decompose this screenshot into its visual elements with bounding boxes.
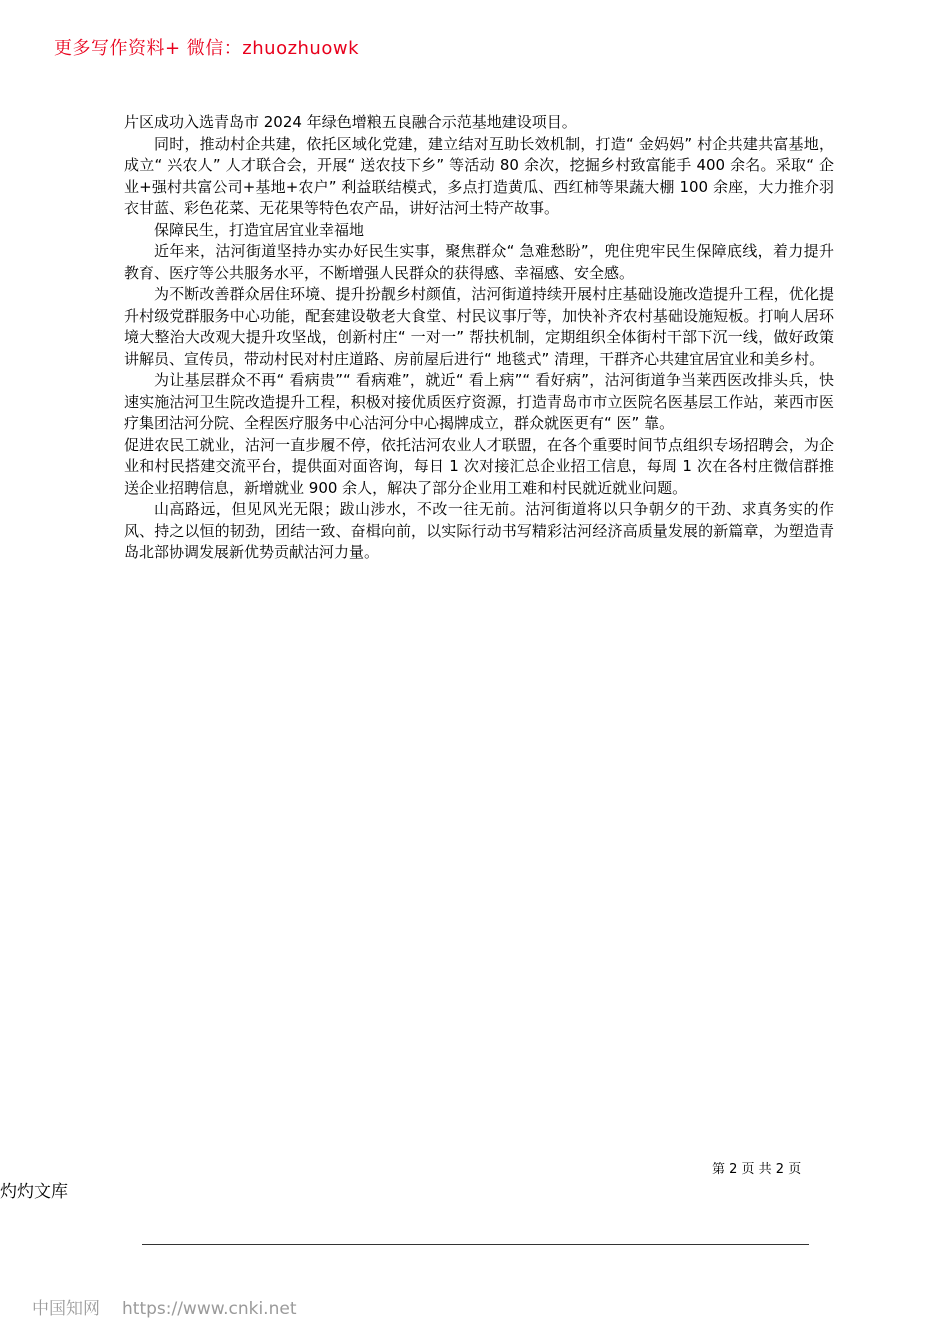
page-number: 第 2 页 共 2 页	[712, 1162, 802, 1177]
library-name: 灼灼文库	[0, 1182, 68, 1202]
section-heading: 保障民生，打造宜居宜业幸福地	[154, 220, 365, 239]
paragraph: 促进农民工就业，沽河一直步履不停，依托沽河农业人才联盟，在各个重要时间节点组织专场招聘会，为企业和村民搭建交流平台，提供面对面咨询，每日 1 次对接汇总企业招工信息，每周 1 次在各村庄微信群推送企业招聘信息，新增就业 900 余人，解决了部分企业用工难和村民就近就业问题。	[124, 435, 834, 497]
paragraph-continuation: 片区成功入选青岛市 2024 年绿色增粮五良融合示范基地建设项目。	[124, 113, 577, 131]
paragraph: 为让基层群众不再“ 看病贵”“ 看病难”，就近“ 看上病”“ 看好病”，沽河街道争当莱西医改排头兵，快速实施沽河卫生院改造提升工程，积极对接优质医疗资源，打造青岛市市立医院名医基层工作站，莱西市医疗集团沽河分院、全程医疗服务中心沽河分中心揭牌成立，群众就医更有“ 医” 靠。	[124, 371, 834, 432]
watermark	[32, 1294, 296, 1319]
article-body	[124, 112, 834, 564]
watermark-url: https://www.cnki.net	[122, 1299, 297, 1319]
paragraph: 为不断改善群众居住环境、提升扮靓乡村颜值，沽河街道持续开展村庄基础设施改造提升工程，优化提升村级党群服务中心功能，配套建设敬老大食堂、村民议事厅等，加快补齐农村基础设施短板。打响人居环境大整治大改观大提升攻坚战，创新村庄“ 一对一” 帮扶机制，定期组织全体街村干部下沉一线，做好政策讲解员、宣传员，带动村民对村庄道路、房前屋后进行“ 地毯式” 清理，干群齐心共建宜居宜业和美乡村。	[124, 285, 834, 368]
paragraph: 近年来，沽河街道坚持办实办好民生实事，聚焦群众“ 急难愁盼”，兜住兜牢民生保障底线，着力提升教育、医疗等公共服务水平，不断增强人民群众的获得感、幸福感、安全感。	[124, 242, 834, 282]
footer-divider	[142, 1244, 809, 1245]
watermark-brand: 中国知网	[32, 1299, 100, 1319]
paragraph: 同时，推动村企共建，依托区域化党建，建立结对互助长效机制，打造“ 金妈妈” 村企共建共富基地，成立“ 兴农人” 人才联合会，开展“ 送农技下乡” 等活动 80 余次，挖掘乡村致富能手 400 余名。采取“ 企业+强村共富公司+基地+农户” 利益联结模式，多点打造黄瓜、西红柿等果蔬大棚 100 余座，大力推介羽衣甘蓝、彩色花菜、无花果等特色农产品，讲好沽河土特产故事。	[124, 134, 834, 217]
paragraph: 山高路远，但见风光无限；跋山涉水，不改一往无前。沽河街道将以只争朝夕的干劲、求真务实的作风、持之以恒的韧劲，团结一致、奋楫向前，以实际行动书写精彩沽河经济高质量发展的新篇章，为塑造青岛北部协调发展新优势贡献沽河力量。	[124, 500, 834, 561]
promo-banner: 更多写作资料+ 微信：zhuozhuowk	[54, 38, 360, 59]
